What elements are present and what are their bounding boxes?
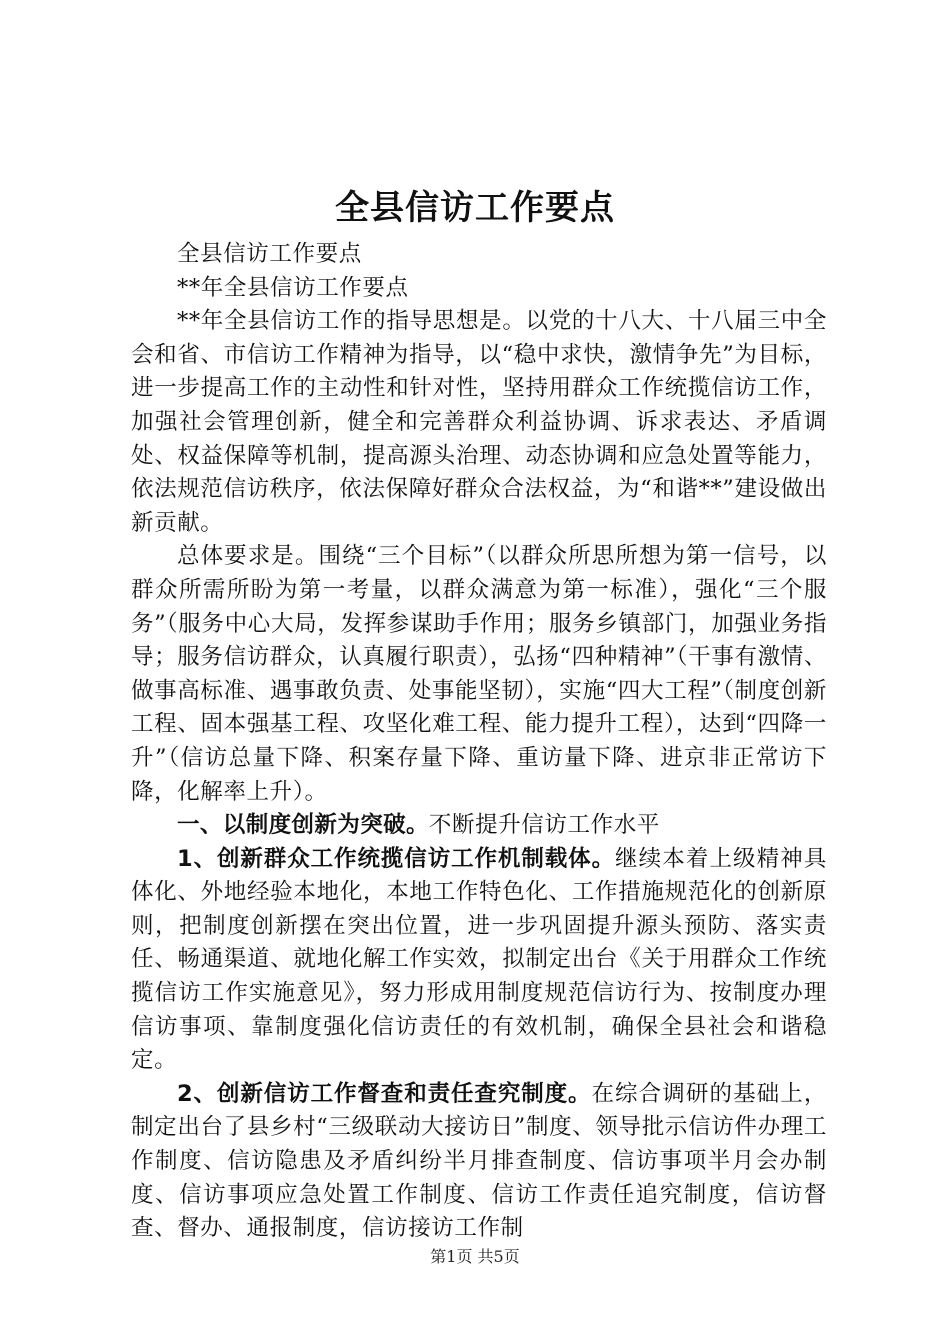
paragraph-guiding-thought: **年全县信访工作的指导思想是。以党的十八大、十八届三中全会和省、市信访工作精神为指导，以“稳中求快，激情争先”为目标，进一步提高工作的主动性和针对性，坚持用群众工作统揽信访工作，加强社会管理创新，健全和完善群众利益协调、诉求表达、矛盾调处、权益保障等机制，提高源头治理、动态协调和应急处置等能力，依法规范信访秩序，依法保障好群众合法权益，为“和谐**”建设做出新贡献。 [131, 308, 827, 536]
item-2-heading: 2、创新信访工作督查和责任查究制度。 [177, 1080, 592, 1107]
paragraph-item-1 [131, 843, 827, 1078]
page-title: 全县信访工作要点 [335, 188, 615, 228]
paragraph-subtitle: 全县信访工作要点 [177, 241, 362, 267]
item-2-text: 在综合调研的基础上，制定出台了县乡村“三级联动大接访日”制度、领导批示信访件办理工作制度、信访隐患及矛盾纠纷半月排查制度、信访事项半月会办制度、信访事项应急处置工作制度、信访工作责任追究制度，信访督查、督办、通报制度，信访接访工作制 [131, 1080, 827, 1242]
paragraph-year-subtitle: **年全县信访工作要点 [177, 274, 409, 301]
paragraph-item-2 [131, 1078, 827, 1246]
paragraph-overall-requirements: 总体要求是。围绕“三个目标”（以群众所思所想为第一信号，以群众所需所盼为第一考量，以群众满意为第一标准），强化“三个服务”（服务中心大局，发挥参谋助手作用；服务乡镇部门，加强业务指导；服务信访群众，认真履行职责），弘扬“四种精神”（干事有激情、做事高标准、遇事敢负责、处事能坚韧），实施“四大工程”（制度创新工程、固本强基工程、攻坚化难工程、能力提升工程），达到“四降一升”（信访总量下降、积案存量下降、重访量下降、进京非正常访下降，化解率上升）。 [131, 543, 827, 805]
document-body [131, 238, 827, 1246]
section-heading-1-bold: 一、以制度创新为突破。 [177, 812, 429, 839]
page-number-footer: 第1页 共5页 [430, 1247, 520, 1266]
section-heading-1 [131, 809, 827, 843]
item-1-heading: 1、创新群众工作统揽信访工作机制载体。 [177, 845, 615, 872]
item-1-text: 继续本着上级精神具体化、外地经验本地化，本地工作特色化、工作措施规范化的创新原则，把制度创新摆在突出位置，进一步巩固提升源头预防、落实责任、畅通渠道、就地化解工作实效，拟制定出台《关于用群众工作统揽信访工作实施意见》，努力形成用制度规范信访行为、按制度办理信访事项、靠制度强化信访责任的有效机制，确保全县社会和谐稳定。 [131, 845, 827, 1074]
section-heading-1-rest: 不断提升信访工作水平 [428, 812, 660, 839]
